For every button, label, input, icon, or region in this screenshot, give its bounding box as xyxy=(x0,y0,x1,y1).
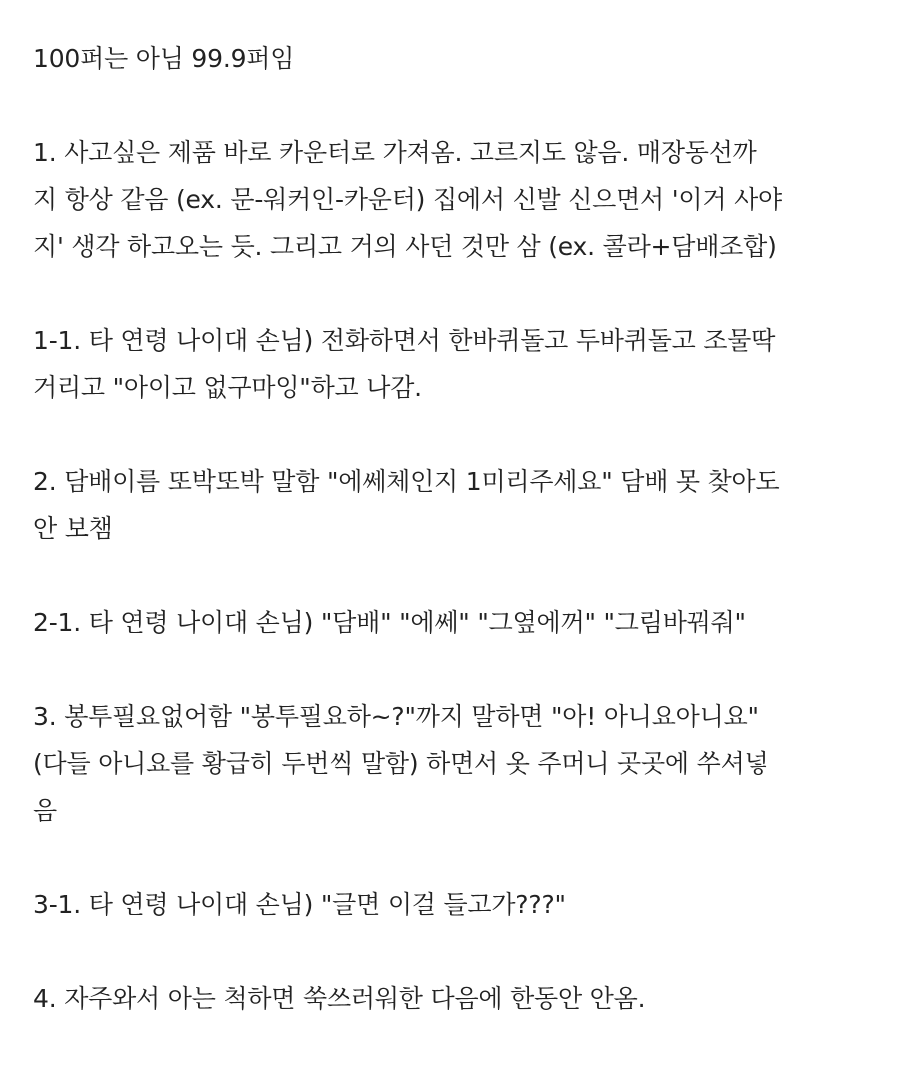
paragraph-gap xyxy=(33,411,878,458)
item-3-line-1: 3. 봉투필요없어함 "봉투필요하~?"까지 말하면 "아! 아니요아니요" xyxy=(33,702,759,731)
item-4-line-1: 4. 자주와서 아는 척하면 쑥쓰러워한 다음에 한동안 안옴. xyxy=(33,984,646,1013)
paragraph-gap xyxy=(33,552,878,599)
item-1-1-line-1: 1-1. 타 연령 나이대 손님) 전화하면서 한바퀴돌고 두바퀴돌고 조물딱 xyxy=(33,326,776,355)
item-1-line-2: 지 항상 같음 (ex. 문-워커인-카운터) 집에서 신발 신으면서 '이거 사야 xyxy=(33,185,782,214)
item-2-1-line-1: 2-1. 타 연령 나이대 손님) "담배" "에쎄" "그옆에꺼" "그림바꿔줘" xyxy=(33,608,746,637)
paragraph-gap xyxy=(33,270,878,317)
paragraph-gap xyxy=(33,928,878,975)
paragraph-gap xyxy=(33,834,878,881)
item-2-line-1: 2. 담배이름 또박또박 말함 "에쎄체인지 1미리주세요" 담배 못 찾아도 xyxy=(33,467,780,496)
item-3-line-2: (다들 아니요를 황급히 두번씩 말함) 하면서 옷 주머니 곳곳에 쑤셔넣 xyxy=(33,749,769,778)
item-3-line-3: 음 xyxy=(33,796,57,825)
item-1-line-1: 1. 사고싶은 제품 바로 카운터로 가져옴. 고르지도 않음. 매장동선까 xyxy=(33,138,757,167)
item-3-1-line-1: 3-1. 타 연령 나이대 손님) "글면 이걸 들고가???" xyxy=(33,890,566,919)
intro-line: 100퍼는 아님 99.9퍼임 xyxy=(33,44,295,73)
paragraph-gap xyxy=(33,82,878,129)
item-1-line-3: 지' 생각 하고오는 듯. 그리고 거의 사던 것만 삼 (ex. 콜라+담배조합) xyxy=(33,232,777,261)
paragraph-gap xyxy=(33,646,878,693)
item-2-line-2: 안 보챔 xyxy=(33,514,113,543)
post-body xyxy=(33,35,878,1022)
item-1-1-line-2: 거리고 "아이고 없구마잉"하고 나감. xyxy=(33,373,422,402)
